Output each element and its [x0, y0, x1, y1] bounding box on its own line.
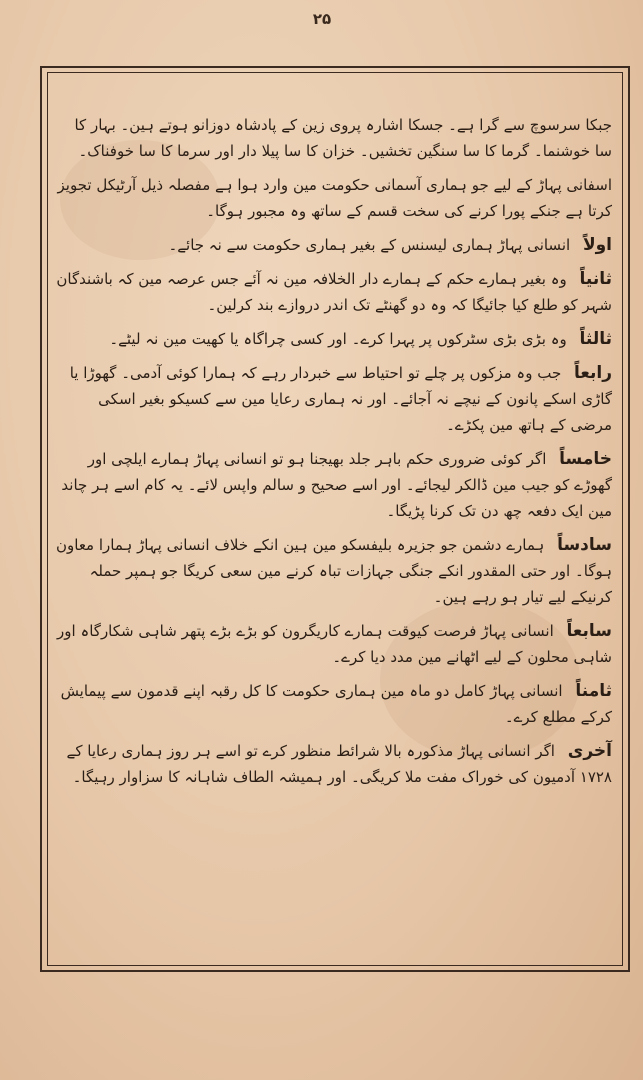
article-5: [56, 446, 612, 524]
article-text: انسانی پہاڑ کامل دو ماہ مین ہماری حکومت کا کل رقبہ اپنے قدمون سے پیمایش کرکے مطلع کرے۔: [60, 682, 612, 726]
article-text: وہ بڑی بڑی سٹرکوں پر پہرا کرے۔ اور کسی چراگاہ یا کھیت مین نہ لیٹے۔: [109, 330, 567, 348]
article-heading: سادساً: [557, 535, 612, 555]
article-heading: اولاً: [582, 235, 612, 255]
article-final: [56, 738, 612, 790]
article-8: [56, 678, 612, 730]
article-heading: سابعاً: [566, 621, 612, 641]
article-2: [56, 266, 612, 318]
article-7: [56, 618, 612, 670]
article-text: انسانی پہاڑ فرصت کیوقت ہمارے کاریگرون کو بڑے بڑے پتھر شاہی شکارگاہ اور شاہی محلون کے لیے اٹھانے مین مدد دیا کرے۔: [57, 622, 612, 666]
article-heading: رابعاً: [574, 363, 612, 383]
article-text: وہ بغیر ہمارے حکم کے ہمارے دار الخلافہ مین نہ آئے جس عرصہ مین کہ باشندگان شہر کو طلع کیا جائیگا کہ وہ دو گھنٹے تک اندر دروازے بند کرلین۔: [56, 270, 612, 314]
article-1: [56, 232, 612, 258]
article-text: ہمارے دشمن جو جزیرہ بلیفسکو مین ہین انکے خلاف انسانی پہاڑ ہمارا معاون ہوگا۔ اور حتی المقدور انکے جنگی جہازات تباہ کرنے مین سعی کریگا جو ہمپر حملہ کرنیکے لیے تیار ہو رہے ہین۔: [55, 536, 612, 606]
intro-paragraph-1: جبکا سرسوچ سے گرا ہے۔ جسکا اشارہ پروی زین کے پادشاہ دوزانو ہوتے ہین۔ بہار کا سا خوشنما۔ گرما کا سا سنگین تخشیں۔ خزان کا سا پیلا دار اور سرما کا سا خوفناک۔: [74, 116, 612, 160]
article-heading: آخری: [567, 741, 612, 761]
article-text: انسانی پہاڑ ہماری لیسنس کے بغیر ہماری حکومت سے نہ جائے۔: [168, 236, 571, 254]
article-heading: ثانیاً: [579, 269, 612, 289]
article-3: [56, 326, 612, 352]
intro-paragraph-2: اسفانی پہاڑ کے لیے جو ہماری آسمانی حکومت مین وارد ہوا ہے مفصلہ ذیل آرٹیکل تجویز کرتا ہے جنکے پورا کرنے کی سخت قسم کے ساتھ وہ مجبور ہوگا۔: [57, 176, 612, 220]
article-text: اگر انسانی پہاڑ مذکورہ بالا شرائط منظور کرے تو اسے ہر روز ہماری رعایا کے ۱۷۲۸ آدمیون کی خوراک مفت ملا کریگی۔ اور ہمیشہ الطاف شاہانہ کا سزاوار رہیگا۔: [66, 742, 612, 786]
article-4: [56, 360, 612, 438]
page-text: [56, 112, 612, 798]
article-6: [56, 532, 612, 610]
article-heading: ثالثاً: [579, 329, 612, 349]
article-text: جب وہ مزکوں پر چلے تو احتیاط سے خبردار رہے کہ ہمارا کوئی آدمی۔ گھوڑا یا گاڑی اسکے پانون کے نیچے نہ آجائے۔ اور نہ ہماری رعایا مین سے کسیکو بغیر اسکی مرضی کے ہاتھ مین پکڑے۔: [69, 364, 612, 434]
article-heading: خامساً: [559, 449, 612, 469]
article-text: اگر کوئی ضروری حکم باہر جلد بھیجنا ہو تو انسانی پہاڑ ہمارے ایلچی اور گھوڑے کو جیب مین ڈالکر لیجائے۔ اور اسے صحیح و سالم واپس لائے۔ یہ کام اسے ہر چاند مین ایک دفعہ چھ دن تک کرنا پڑیگا۔: [61, 450, 612, 520]
page-number: ۲۵: [312, 10, 332, 28]
article-heading: ثامناً: [575, 681, 612, 701]
